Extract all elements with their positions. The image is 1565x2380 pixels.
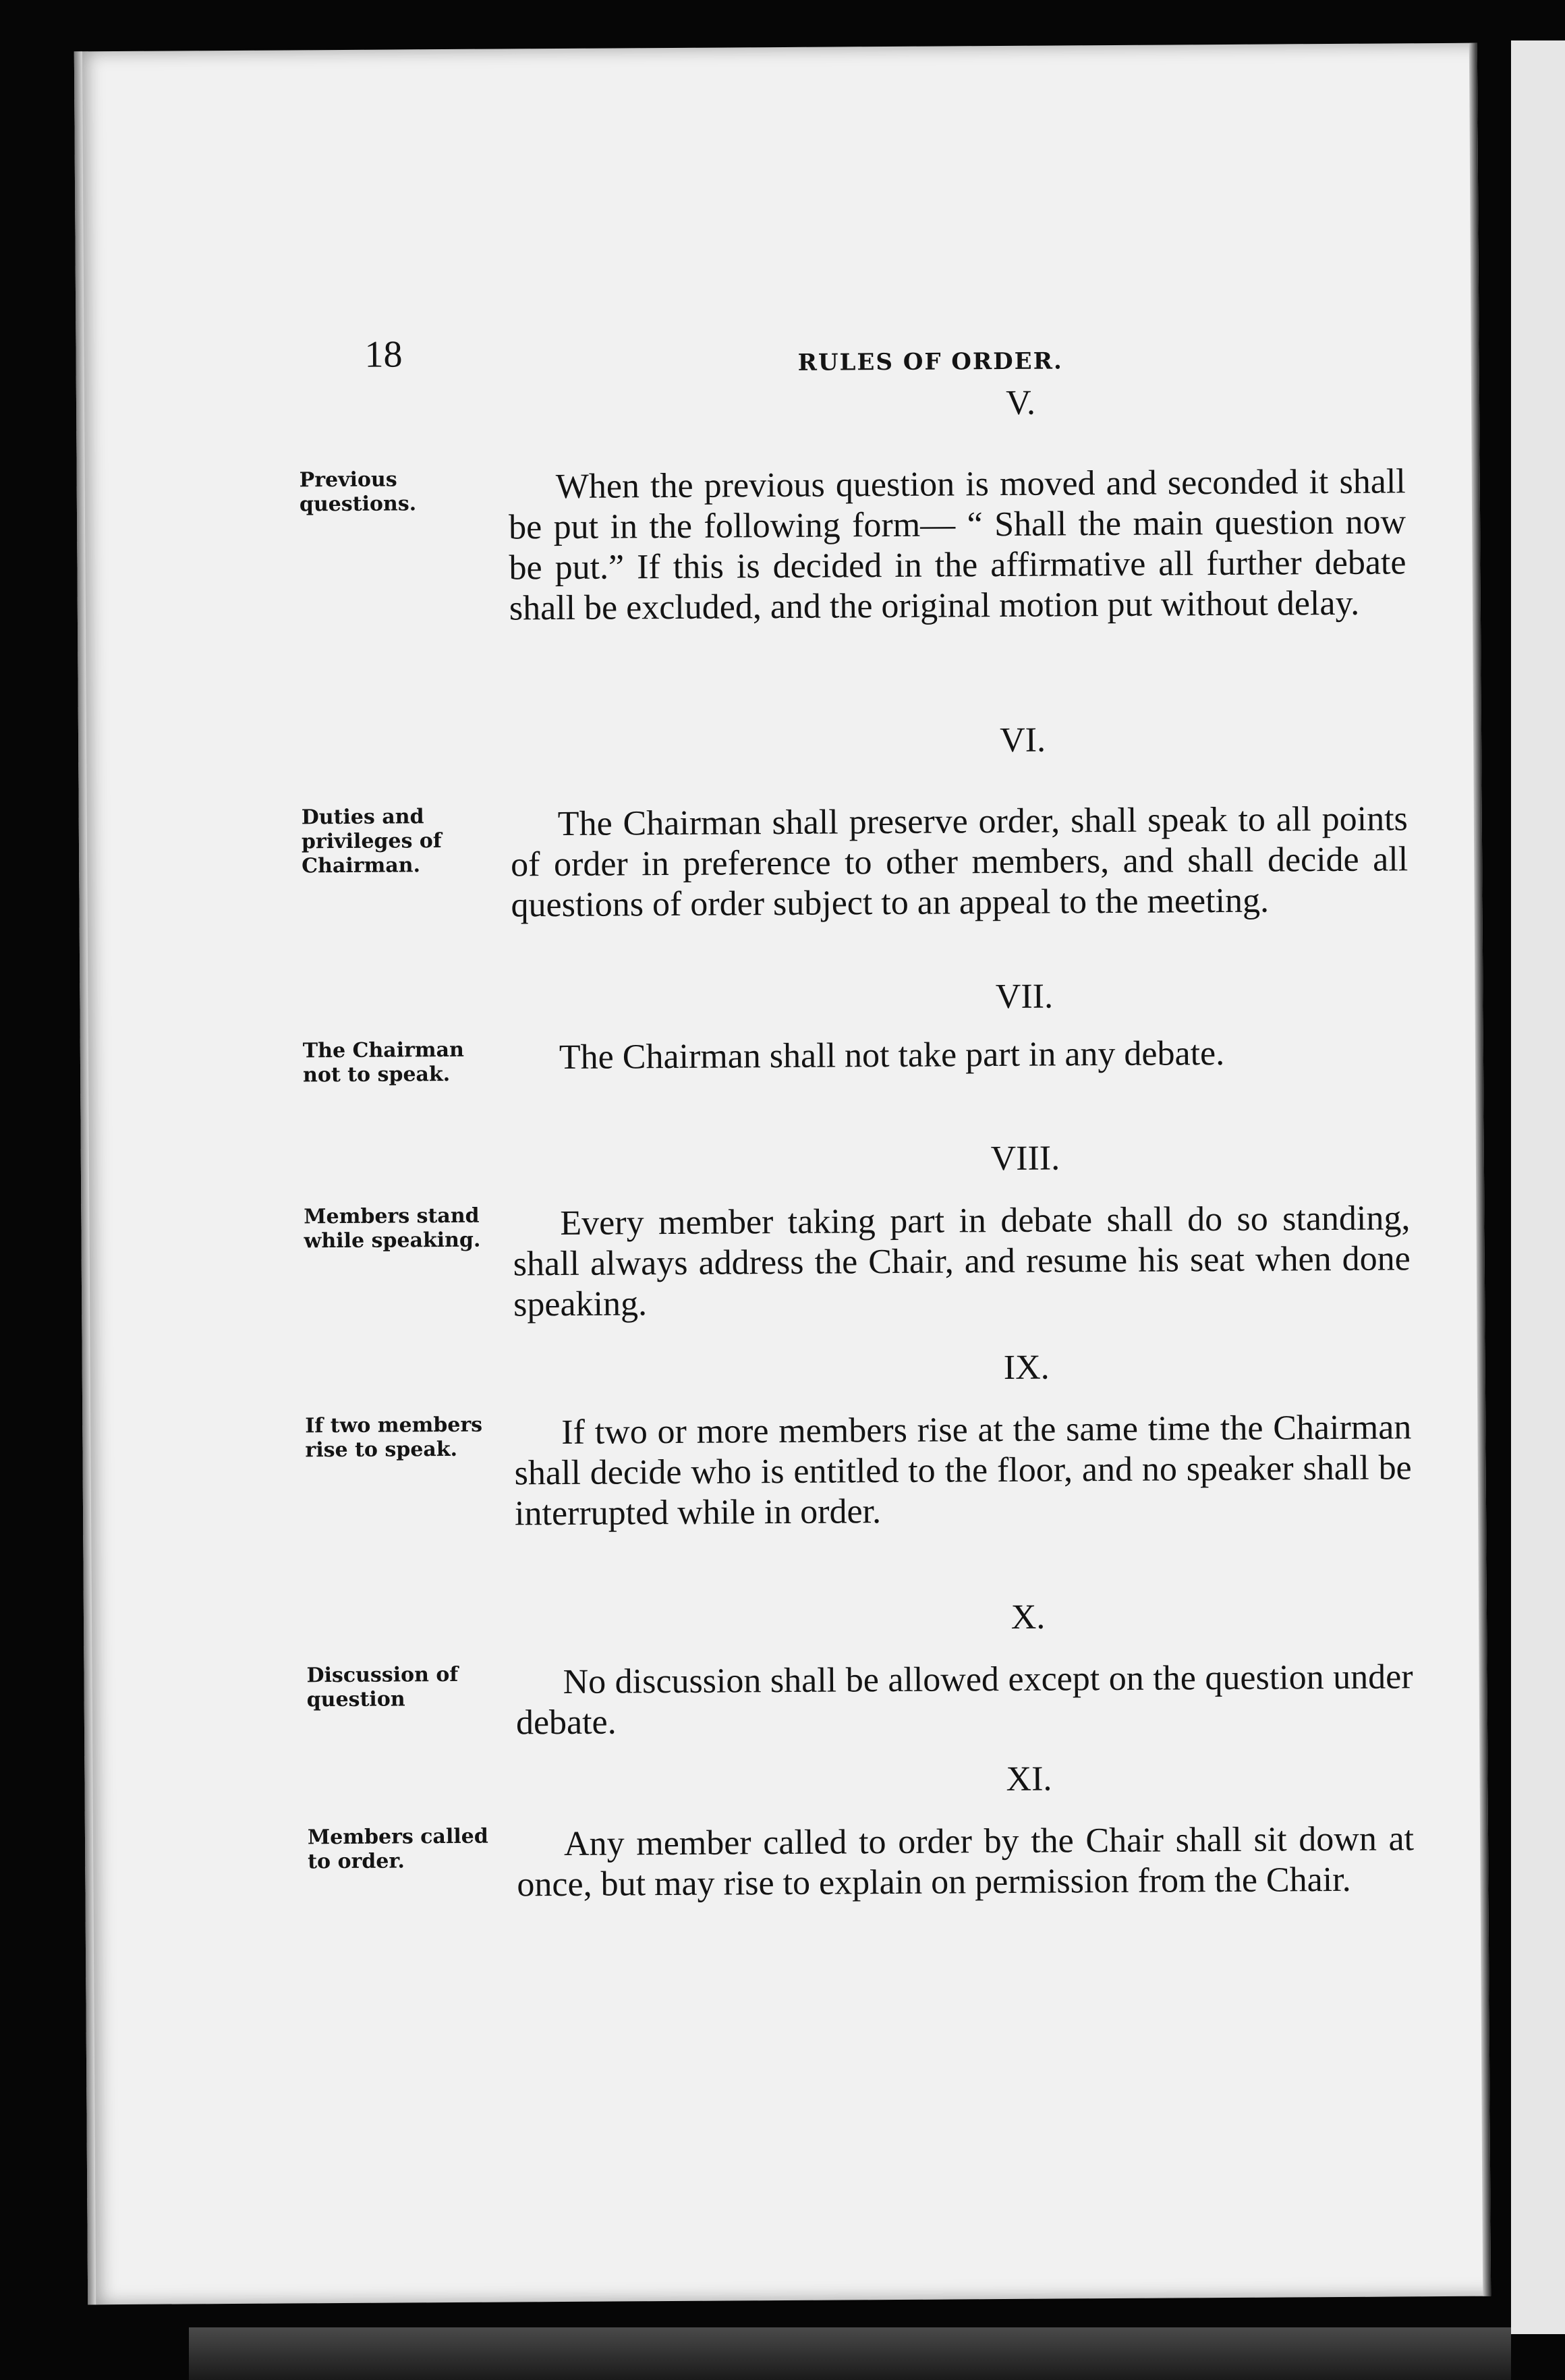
page-header (76, 286, 1479, 376)
rule-text: The Chairman shall preserve order, shall speak to all points of order in preference to other members, and shall decide all questions of order subject to an appeal to the meeting. (511, 799, 1408, 925)
rule-numeral: IX. (1003, 1348, 1050, 1388)
rule-text: The Chairman shall not take part in any debate. (559, 1033, 1225, 1077)
margin-note: Members called to order. (307, 1824, 488, 1874)
rule-section-vi (78, 718, 1481, 925)
scan-bottom-shadow (189, 2327, 1511, 2380)
rule-numeral: VI. (999, 720, 1046, 760)
rule-numeral: XI. (1006, 1759, 1052, 1798)
margin-note: Previous questions. (299, 468, 417, 517)
rule-numeral: V. (1005, 383, 1036, 422)
rule-section-viii (81, 1136, 1484, 1324)
rule-text: Any member called to order by the Chair shall sit down at once, but may rise to explain on permission from the Chair. (517, 1819, 1415, 1904)
rule-section-ix (82, 1345, 1485, 1533)
margin-note: Members stand while speaking. (304, 1203, 481, 1253)
margin-note: The Chairman not to speak. (302, 1038, 464, 1087)
running-head: RULES OF ORDER. (797, 347, 1063, 376)
margin-note: If two members rise to speak. (305, 1413, 483, 1463)
page-number: 18 (364, 333, 403, 376)
rule-numeral: X. (1011, 1597, 1046, 1637)
rule-text: If two or more members rise at the same time the Chairman shall decide who is entitled to the floor, and no speaker shall be interrupted while in order. (514, 1408, 1412, 1533)
rule-text: No discussion shall be allowed except on the question under debate. (515, 1658, 1413, 1743)
book-page (74, 43, 1491, 2305)
rule-section-vii (80, 974, 1483, 1087)
rule-section-x (84, 1595, 1487, 1743)
facing-page-edge (1511, 40, 1565, 2334)
rule-section-xi (84, 1757, 1487, 1904)
margin-note: Duties and privileges of Chairman. (301, 805, 442, 878)
margin-note: Discussion of question (306, 1662, 459, 1712)
rule-text: When the previous question is moved and seconded it shall be put in the following form— “ Shall the main question now be put.” If this is decided in the affirmative all further debate shall be excluded, and the original motion put without delay. (508, 462, 1406, 628)
rule-section-v (76, 380, 1479, 628)
rule-text: Every member taking part in debate shall do so standing, shall always address the Chair, and resume his seat when done speaking. (513, 1199, 1411, 1324)
rule-numeral: VIII. (990, 1139, 1060, 1179)
rule-numeral: VII. (995, 977, 1054, 1017)
